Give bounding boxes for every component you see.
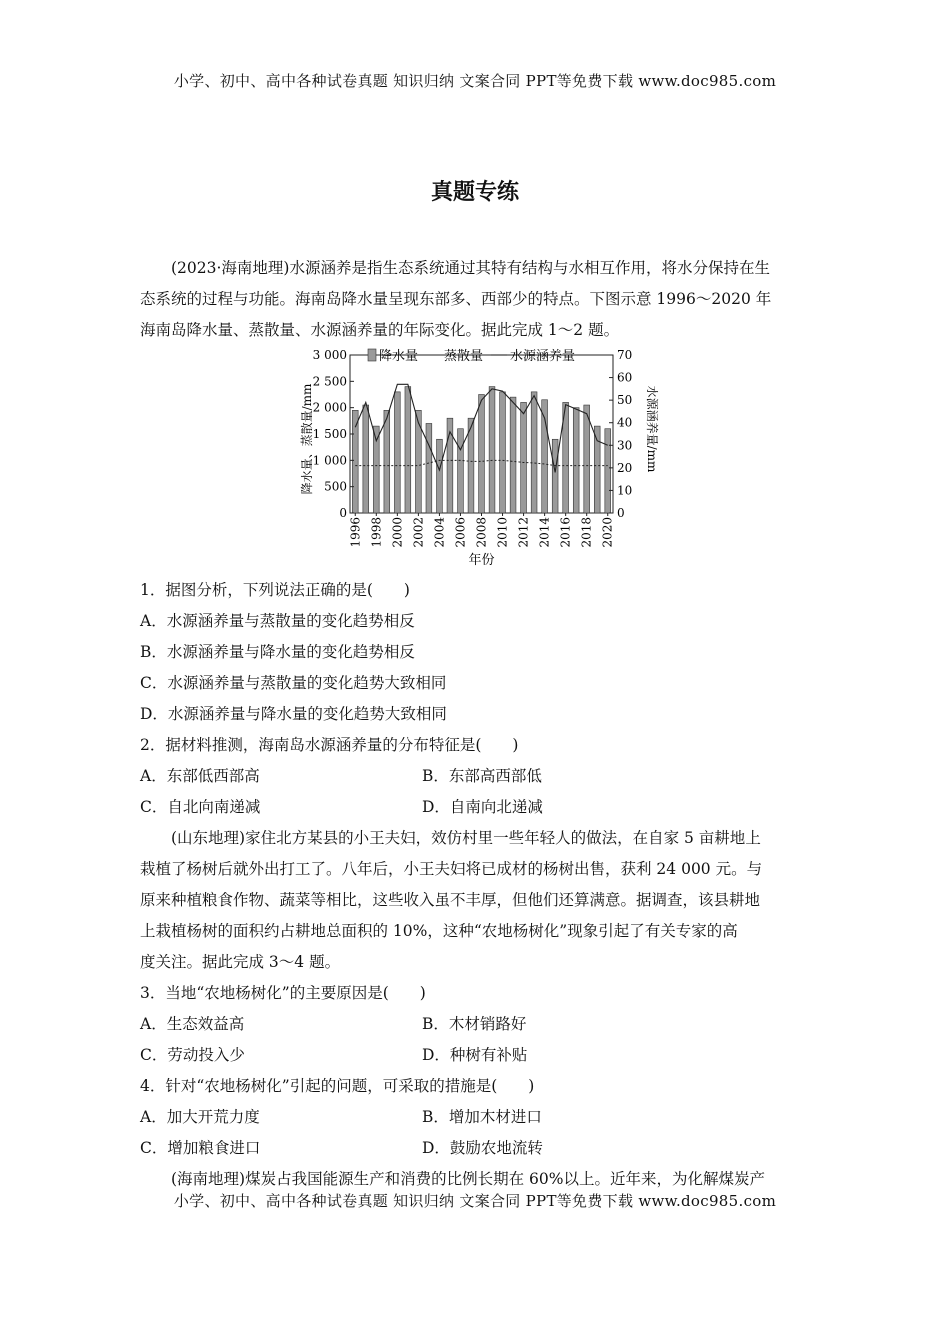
x-tick-label: 2014 [537,517,552,548]
y-right-tick-label: 0 [617,506,625,520]
x-tick-label: 2020 [600,517,615,548]
y-right-tick-label: 70 [617,348,633,362]
precip-bar [415,410,421,513]
x-tick-label: 2006 [453,517,468,548]
precip-bar [552,439,558,513]
question-3-option-b[interactable]: B．木材销路好 [422,1015,527,1033]
x-tick-label: 2012 [516,517,531,548]
passage-1 [140,253,810,346]
precip-bar [458,429,464,513]
y-left-tick-label: 500 [324,479,347,494]
question-3-option-c[interactable]: C．劳动投入少 [140,1046,245,1064]
passage-2-line: 上栽植杨树的面积约占耕地总面积的 10%，这种“农地杨树化”现象引起了有关专家的高 [140,922,738,940]
precip-bar [594,426,600,513]
question-2-option-b[interactable]: B．东部高西部低 [422,767,542,785]
question-4-option-b[interactable]: B．增加木材进口 [422,1108,542,1126]
passage-1-line: 态系统的过程与功能。海南岛降水量呈现东部多、西部少的特点。下图示意 1996～2020 年 [140,290,772,308]
question-4-options-row [140,1133,810,1164]
passage-2-line: 度关注。据此完成 3～4 题。 [140,953,341,971]
question-3-options-row [140,1040,810,1071]
question-1-option-d[interactable]: D．水源涵养量与降水量的变化趋势大致相同 [140,705,447,723]
precip-bar [479,395,485,514]
precip-bar [605,429,611,513]
passage-1-line: (2023·海南地理)水源涵养是指生态系统通过其特有结构与水相互作用，将水分保持在生 [171,259,770,277]
precip-bar [352,410,358,513]
precip-bar [363,405,369,513]
y-left-tick-label: 1 000 [312,453,347,468]
precip-bar [531,392,537,513]
question-2-options-row [140,792,810,823]
passage-2-line: (山东地理)家住北方某县的小王夫妇，效仿村里一些年轻人的做法，在自家 5 亩耕地上 [171,829,761,847]
question-1-option-c[interactable]: C．水源涵养量与蒸散量的变化趋势大致相同 [140,674,447,692]
x-tick-label: 2018 [579,517,594,548]
precip-bar [521,402,527,513]
y-right-tick-label: 20 [617,460,633,475]
y-left-tick-label: 0 [339,506,347,520]
question-4-option-c[interactable]: C．增加粮食进口 [140,1139,261,1157]
y-right-tick-label: 60 [617,370,633,385]
y-right-tick-label: 10 [617,483,633,498]
legend-solid-label: 水源涵养量 [510,349,576,364]
precip-bar [426,423,432,513]
question-4-option-a[interactable]: A．加大开荒力度 [140,1108,260,1126]
y-left-tick-label: 1 500 [312,427,347,441]
question-2-options-row [140,761,810,792]
x-axis-title: 年份 [468,553,495,568]
question-2-option-a[interactable]: A．东部低西部高 [140,767,260,785]
x-tick-label: 2004 [432,517,447,548]
x-tick-label: 2010 [495,517,510,548]
precip-bar [394,392,400,513]
question-4-stem: 4．针对“农地杨树化”引起的问题，可采取的措施是( ) [140,1077,535,1095]
question-3-stem: 3．当地“农地杨树化”的主要原因是( ) [140,984,426,1002]
x-tick-label: 2000 [390,517,405,548]
question-4-options-row [140,1102,810,1133]
y-right-axis-title: 水源涵养量/mm [645,385,659,473]
legend-bar-swatch [368,349,376,361]
x-tick-label: 1998 [369,517,384,548]
x-tick-label: 2008 [474,517,489,548]
passage-2-line: 栽植了杨树后就外出打工了。八年后，小王夫妇将已成材的杨树出售，获利 24 000 元。与 [140,860,763,878]
precip-bar [573,408,579,513]
question-2-option-c[interactable]: C．自北向南递减 [140,798,261,816]
chart-svg [295,342,665,570]
question-1-option-a[interactable]: A．水源涵养量与蒸散量的变化趋势相反 [140,612,415,630]
y-right-tick-label: 40 [617,415,633,430]
x-tick-label: 2002 [411,517,426,548]
precip-bar [500,392,506,513]
question-1-stem: 1．据图分析，下列说法正确的是( ) [140,581,410,599]
page-title: 真题专练 [430,180,519,205]
y-left-tick-label: 2 500 [312,374,347,389]
question-3-option-a[interactable]: A．生态效益高 [140,1015,245,1033]
question-1-option-b[interactable]: B．水源涵养量与降水量的变化趋势相反 [140,643,415,661]
precip-bar [489,387,495,513]
x-tick-label: 1996 [348,517,363,548]
chart-legend [368,348,575,364]
page-header: 小学、初中、高中各种试卷真题 知识归纳 文案合同 PPT等免费下载 www.doc985.com [173,72,777,90]
x-tick-label: 2016 [558,517,573,548]
y-left-axis-title: 降水量、蒸散量/mm [300,383,314,495]
question-2-stem: 2．据材料推测，海南岛水源涵养量的分布特征是( ) [140,736,519,754]
passage-1-line: 海南岛降水量、蒸散量、水源涵养量的年际变化。据此完成 1～2 题。 [140,321,620,339]
precip-bar [437,439,443,513]
precip-bar [384,410,390,513]
question-3-option-d[interactable]: D．种树有补贴 [422,1046,528,1064]
precip-bar [405,387,411,513]
precip-bar [584,405,590,513]
legend-dashed-label: 蒸散量 [444,349,484,364]
precip-bar [510,397,516,513]
y-left-tick-label: 2 000 [312,400,347,415]
passage-3-line: (海南地理)煤炭占我国能源生产和消费的比例长期在 60%以上。近年来，为化解煤炭产 [171,1170,765,1188]
page-footer: 小学、初中、高中各种试卷真题 知识归纳 文案合同 PPT等免费下载 www.doc985.com [173,1192,777,1210]
precipitation-chart [295,342,665,570]
y-right-tick-label: 50 [617,393,633,408]
question-4-option-d[interactable]: D．鼓励农地流转 [422,1139,543,1157]
passage-2-line: 原来种植粮食作物、蔬菜等相比，这些收入虽不丰厚，但他们还算满意。据调查，该县耕地 [140,891,761,909]
precip-bar [542,400,548,513]
y-right-tick-label: 30 [617,438,633,453]
y-left-tick-label: 3 000 [312,348,347,362]
legend-bar-label: 降水量 [379,349,419,364]
question-2-option-d[interactable]: D．自南向北递减 [422,798,543,816]
question-block-1-2 [140,575,810,1195]
question-3-options-row [140,1009,810,1040]
